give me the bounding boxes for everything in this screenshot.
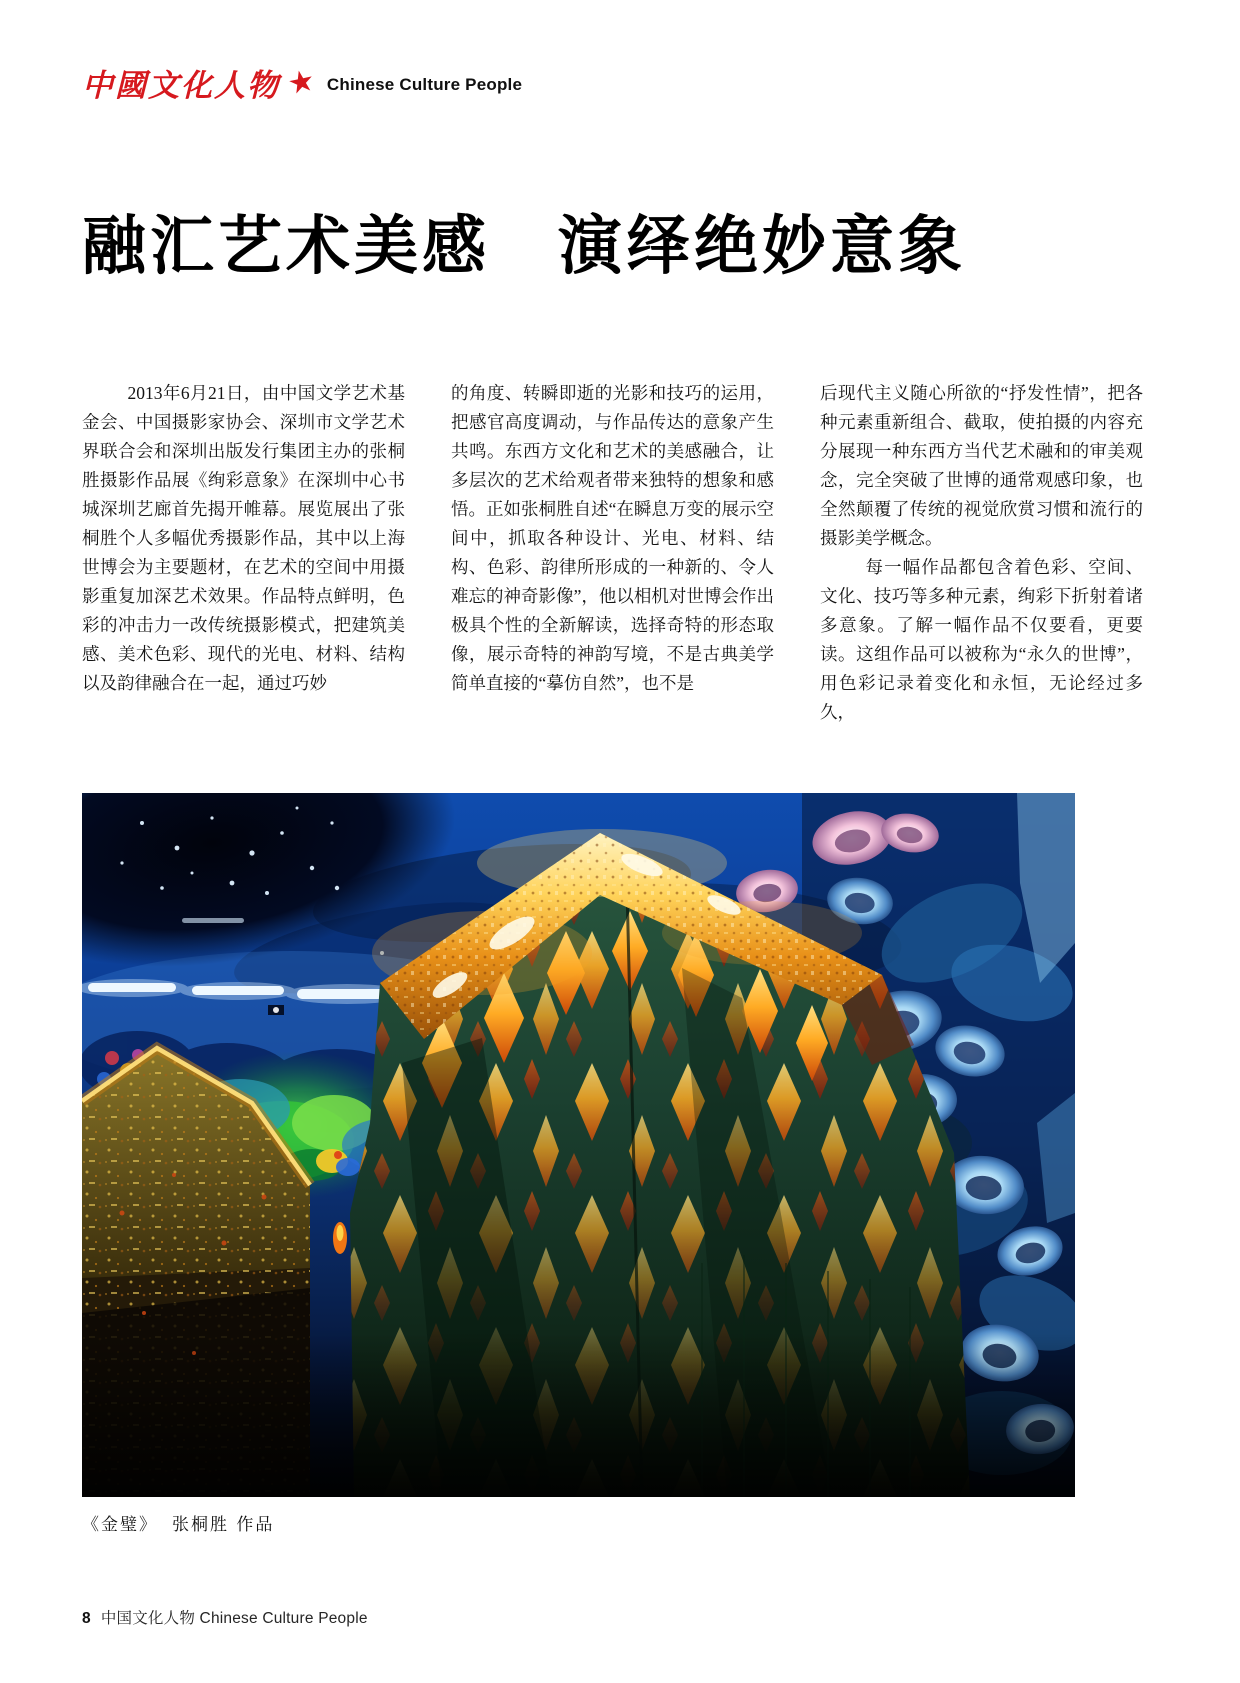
- star-icon: ★: [284, 63, 318, 101]
- text-column-1: [82, 379, 405, 727]
- paragraph: 每一幅作品都包含着色彩、空间、文化、技巧等多种元素，绚彩下折射着诸多意象。了解一幅作品不仅要看，更要读。这组作品可以被称为“永久的世博”，用色彩记录着变化和永恒，无论经过多久，: [820, 557, 1143, 722]
- artwork-photo: [82, 793, 1075, 1535]
- article-headline: 融汇艺术美感 演绎绝妙意象: [82, 211, 966, 282]
- masthead: [82, 60, 522, 105]
- page-number: 8: [82, 1610, 91, 1627]
- photo-bottom-shadow: [82, 1333, 1075, 1497]
- paragraph: 后现代主义随心所欲的“抒发性情”，把各种元素重新组合、截取，使拍摄的内容充分展现一种东西方当代艺术融和的审美观念，完全突破了世博的通常观感印象，也全然颠覆了传统的视觉欣赏习惯和流行的摄影美学概念。: [820, 383, 1143, 548]
- expo-night-photo-illustration: [82, 793, 1075, 1497]
- text-column-2: [451, 379, 774, 727]
- page-footer: [82, 1606, 368, 1628]
- article-body: [82, 379, 1145, 727]
- paragraph: 的角度、转瞬即逝的光影和技巧的运用，把感官高度调动，与作品传达的意象产生共鸣。东西方文化和艺术的美感融合，让多层次的艺术给观者带来独特的想象和感悟。正如张桐胜自述“在瞬息万变的展示空间中，抓取各种设计、光电、材料、结构、色彩、韵律所形成的一种新的、令人难忘的神奇影像”，他以相机对世博会作出极具个性的全新解读，选择奇特的形态取像，展示奇特的神韵写境，不是古典美学简单直接的“摹仿自然”，也不是: [451, 383, 774, 693]
- photo-caption: [82, 1510, 1075, 1535]
- magazine-logo-english: Chinese Culture People: [326, 74, 523, 94]
- paragraph: 2013年6月21日，由中国文学艺术基金会、中国摄影家协会、深圳市文学艺术界联合会和深圳出版发行集团主办的张桐胜摄影作品展《绚彩意象》在深圳中心书城深圳艺廊首先揭开帷幕。展览展出了张桐胜个人多幅优秀摄影作品，其中以上海世博会为主要题材，在艺术的空间中用摄影重复加深艺术效果。作品特点鲜明，色彩的冲击力一改传统摄影模式，把建筑美感、美术色彩、现代的光电、材料、结构以及韵律融合在一起，通过巧妙: [82, 383, 405, 693]
- text-column-3: [820, 379, 1143, 727]
- magazine-logo-chinese: 中國文化人物: [82, 68, 280, 104]
- footer-brand-en: Chinese Culture People: [199, 1610, 368, 1627]
- photo-caption-title: 《金璧》: [82, 1515, 158, 1535]
- photo-caption-credit: 张桐胜 作品: [172, 1515, 275, 1535]
- footer-brand-cn: 中国文化人物: [100, 1610, 196, 1627]
